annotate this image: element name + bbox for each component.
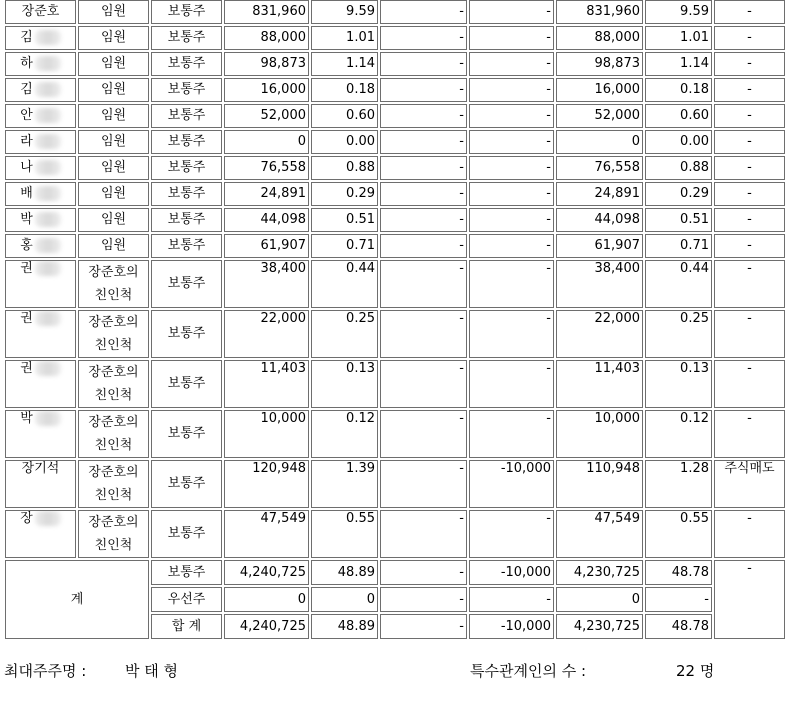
total-ratio-after-cell: 48.78 [645,560,712,585]
shares-after-cell: 22,000 [556,310,643,358]
table-row [5,510,785,558]
stock-type-cell: 보통주 [151,104,222,128]
largest-shareholder-label: 최대주주명 : [4,662,87,680]
shareholder-name: 장준호 [21,4,60,19]
total-label-cell: 계 [5,560,149,639]
ratio-before-cell: 0.60 [311,104,378,128]
table-row [5,208,785,232]
total-shares-before-cell: 4,240,725 [224,614,309,639]
decrease-cell: - [469,156,554,180]
shares-before-cell: 10,000 [224,410,309,458]
ratio-before-cell: 9.59 [311,0,378,24]
total-row [5,560,785,585]
stock-type-cell: 보통주 [151,460,222,508]
related-count-label: 특수관계인의 수 : [470,662,587,680]
reason-cell: - [714,310,785,358]
redaction-blur [35,511,61,526]
redaction-blur [35,134,61,149]
shares-before-cell: 61,907 [224,234,309,258]
decrease-cell: - [469,78,554,102]
table-row [5,360,785,408]
shareholder-name: 나 [20,160,33,175]
shareholder-name: 박 [20,212,33,227]
ratio-before-cell: 1.14 [311,52,378,76]
increase-cell: - [380,410,467,458]
relation-cell: 장준호의 친인척 [78,510,149,558]
table-row [5,130,785,154]
shares-after-cell: 831,960 [556,0,643,24]
ratio-before-cell: 0.00 [311,130,378,154]
shareholder-table [3,0,787,641]
shares-after-cell: 47,549 [556,510,643,558]
relation-cell: 임원 [78,52,149,76]
total-ratio-after-cell: 48.78 [645,614,712,639]
shares-after-cell: 76,558 [556,156,643,180]
shares-after-cell: 98,873 [556,52,643,76]
relation-cell: 임원 [78,104,149,128]
ratio-before-cell: 0.55 [311,510,378,558]
decrease-cell: - [469,510,554,558]
shareholder-name: 권 [20,361,33,376]
decrease-cell: - [469,0,554,24]
reason-cell: - [714,130,785,154]
table-row [5,52,785,76]
increase-cell: - [380,26,467,50]
shareholder-name: 안 [20,108,33,123]
reason-cell: - [714,52,785,76]
decrease-cell: - [469,182,554,206]
shares-before-cell: 24,891 [224,182,309,206]
table-row [5,310,785,358]
total-shares-before-cell: 0 [224,587,309,612]
shareholder-name-cell [5,410,76,458]
total-shares-after-cell: 0 [556,587,643,612]
related-count-value: 22 명 [676,662,715,680]
ratio-before-cell: 0.12 [311,410,378,458]
ratio-after-cell: 0.18 [645,78,712,102]
shareholder-name: 장기석 [21,461,60,476]
increase-cell: - [380,52,467,76]
relation-cell: 임원 [78,182,149,206]
table-row [5,182,785,206]
total-increase-cell: - [380,560,467,585]
ratio-after-cell: 0.60 [645,104,712,128]
stock-type-cell: 보통주 [151,78,222,102]
redaction-blur [35,311,61,326]
reason-cell: - [714,156,785,180]
ratio-after-cell: 1.14 [645,52,712,76]
ratio-before-cell: 0.51 [311,208,378,232]
ratio-after-cell: 0.29 [645,182,712,206]
table-row [5,26,785,50]
shareholder-name-cell [5,156,76,180]
decrease-cell: - [469,360,554,408]
shares-after-cell: 24,891 [556,182,643,206]
total-stock-type-cell: 합 계 [151,614,222,639]
redaction-blur [35,160,61,175]
decrease-cell: - [469,52,554,76]
stock-type-cell: 보통주 [151,26,222,50]
shares-after-cell: 44,098 [556,208,643,232]
table-row [5,460,785,508]
table-row [5,78,785,102]
ratio-before-cell: 1.39 [311,460,378,508]
shares-before-cell: 98,873 [224,52,309,76]
decrease-cell: - [469,234,554,258]
reason-cell: 주식매도 [714,460,785,508]
shares-before-cell: 76,558 [224,156,309,180]
relation-cell: 장준호의 친인척 [78,360,149,408]
reason-cell: - [714,208,785,232]
ratio-after-cell: 0.13 [645,360,712,408]
reason-cell: - [714,234,785,258]
ratio-before-cell: 1.01 [311,26,378,50]
table-row [5,410,785,458]
increase-cell: - [380,460,467,508]
relation-cell: 임원 [78,130,149,154]
shareholder-name-cell [5,78,76,102]
relation-cell: 임원 [78,0,149,24]
stock-type-cell: 보통주 [151,130,222,154]
shares-before-cell: 16,000 [224,78,309,102]
shareholder-name: 김 [20,82,33,97]
ratio-before-cell: 0.29 [311,182,378,206]
total-shares-after-cell: 4,230,725 [556,614,643,639]
decrease-cell: - [469,26,554,50]
shares-after-cell: 10,000 [556,410,643,458]
decrease-cell: - [469,410,554,458]
shareholder-name-cell [5,460,76,508]
reason-cell: - [714,78,785,102]
increase-cell: - [380,310,467,358]
decrease-cell: - [469,104,554,128]
ratio-after-cell: 0.88 [645,156,712,180]
total-shares-after-cell: 4,230,725 [556,560,643,585]
total-increase-cell: - [380,587,467,612]
decrease-cell: - [469,208,554,232]
table-row [5,104,785,128]
shareholder-name: 김 [20,30,33,45]
shareholder-name: 박 [20,411,33,426]
shareholder-name: 하 [20,56,33,71]
reason-cell: - [714,0,785,24]
relation-cell: 임원 [78,234,149,258]
stock-type-cell: 보통주 [151,208,222,232]
relation-cell: 임원 [78,78,149,102]
reason-cell: - [714,104,785,128]
ratio-after-cell: 0.00 [645,130,712,154]
relation-cell: 장준호의 친인척 [78,260,149,308]
redaction-blur [35,361,61,376]
increase-cell: - [380,78,467,102]
ratio-after-cell: 0.55 [645,510,712,558]
stock-type-cell: 보통주 [151,0,222,24]
increase-cell: - [380,156,467,180]
shares-after-cell: 11,403 [556,360,643,408]
shareholder-name-cell [5,130,76,154]
increase-cell: - [380,0,467,24]
redaction-blur [35,56,61,71]
ratio-after-cell: 0.71 [645,234,712,258]
shareholder-name-cell [5,182,76,206]
redaction-blur [35,108,61,123]
shares-after-cell: 52,000 [556,104,643,128]
footer [0,660,800,684]
shares-after-cell: 61,907 [556,234,643,258]
relation-cell: 임원 [78,26,149,50]
shareholder-name: 라 [20,134,33,149]
redaction-blur [35,238,61,253]
total-stock-type-cell: 우선주 [151,587,222,612]
ratio-before-cell: 0.88 [311,156,378,180]
increase-cell: - [380,130,467,154]
shares-after-cell: 88,000 [556,26,643,50]
stock-type-cell: 보통주 [151,234,222,258]
relation-cell: 임원 [78,156,149,180]
redaction-blur [35,30,61,45]
largest-shareholder-name: 박 태 형 [125,662,179,680]
shareholder-name: 홍 [20,238,33,253]
ratio-after-cell: 0.25 [645,310,712,358]
total-decrease-cell: -10,000 [469,560,554,585]
redaction-blur [35,261,61,276]
shareholder-name-cell [5,234,76,258]
relation-cell: 장준호의 친인척 [78,310,149,358]
stock-type-cell: 보통주 [151,260,222,308]
redaction-blur [35,186,61,201]
table-row [5,234,785,258]
shares-before-cell: 47,549 [224,510,309,558]
total-ratio-after-cell: - [645,587,712,612]
total-stock-type-cell: 보통주 [151,560,222,585]
table-row [5,156,785,180]
shares-before-cell: 0 [224,130,309,154]
shareholder-name-cell [5,510,76,558]
relation-cell: 임원 [78,208,149,232]
decrease-cell: - [469,260,554,308]
shares-after-cell: 16,000 [556,78,643,102]
shares-before-cell: 44,098 [224,208,309,232]
shares-before-cell: 52,000 [224,104,309,128]
reason-cell: - [714,260,785,308]
shares-before-cell: 22,000 [224,310,309,358]
stock-type-cell: 보통주 [151,510,222,558]
shares-before-cell: 120,948 [224,460,309,508]
reason-cell: - [714,360,785,408]
shares-before-cell: 11,403 [224,360,309,408]
ratio-before-cell: 0.25 [311,310,378,358]
reason-cell: - [714,182,785,206]
redaction-blur [35,212,61,227]
table-row [5,260,785,308]
total-ratio-before-cell: 0 [311,587,378,612]
total-increase-cell: - [380,614,467,639]
stock-type-cell: 보통주 [151,52,222,76]
shares-before-cell: 38,400 [224,260,309,308]
shareholder-name-cell [5,0,76,24]
ratio-after-cell: 0.44 [645,260,712,308]
shareholder-name-cell [5,208,76,232]
shareholder-name: 권 [20,261,33,276]
ratio-before-cell: 0.44 [311,260,378,308]
relation-cell: 장준호의 친인척 [78,410,149,458]
increase-cell: - [380,260,467,308]
shares-before-cell: 831,960 [224,0,309,24]
increase-cell: - [380,510,467,558]
increase-cell: - [380,234,467,258]
redaction-blur [35,411,61,426]
total-ratio-before-cell: 48.89 [311,560,378,585]
reason-cell: - [714,510,785,558]
table-row [5,0,785,24]
reason-cell: - [714,410,785,458]
shareholder-name: 권 [20,311,33,326]
ratio-after-cell: 1.28 [645,460,712,508]
shares-after-cell: 110,948 [556,460,643,508]
table-body [5,0,785,639]
total-ratio-before-cell: 48.89 [311,614,378,639]
shareholder-name-cell [5,104,76,128]
stock-type-cell: 보통주 [151,360,222,408]
increase-cell: - [380,360,467,408]
shares-after-cell: 38,400 [556,260,643,308]
increase-cell: - [380,182,467,206]
stock-type-cell: 보통주 [151,410,222,458]
total-reason-cell: - [714,560,785,639]
increase-cell: - [380,208,467,232]
stock-type-cell: 보통주 [151,182,222,206]
ratio-after-cell: 9.59 [645,0,712,24]
decrease-cell: -10,000 [469,460,554,508]
shareholder-name-cell [5,310,76,358]
redaction-blur [35,82,61,97]
shareholder-name-cell [5,26,76,50]
shareholder-name-cell [5,260,76,308]
shareholder-name: 배 [20,186,33,201]
ratio-after-cell: 1.01 [645,26,712,50]
total-shares-before-cell: 4,240,725 [224,560,309,585]
reason-cell: - [714,26,785,50]
total-decrease-cell: -10,000 [469,614,554,639]
ratio-after-cell: 0.12 [645,410,712,458]
shareholder-name-cell [5,52,76,76]
relation-cell: 장준호의 친인척 [78,460,149,508]
ratio-before-cell: 0.18 [311,78,378,102]
ratio-before-cell: 0.13 [311,360,378,408]
stock-type-cell: 보통주 [151,310,222,358]
ratio-after-cell: 0.51 [645,208,712,232]
stock-type-cell: 보통주 [151,156,222,180]
increase-cell: - [380,104,467,128]
shareholder-name: 장 [20,511,33,526]
total-decrease-cell: - [469,587,554,612]
ratio-before-cell: 0.71 [311,234,378,258]
shares-before-cell: 88,000 [224,26,309,50]
decrease-cell: - [469,310,554,358]
shares-after-cell: 0 [556,130,643,154]
decrease-cell: - [469,130,554,154]
shareholder-name-cell [5,360,76,408]
